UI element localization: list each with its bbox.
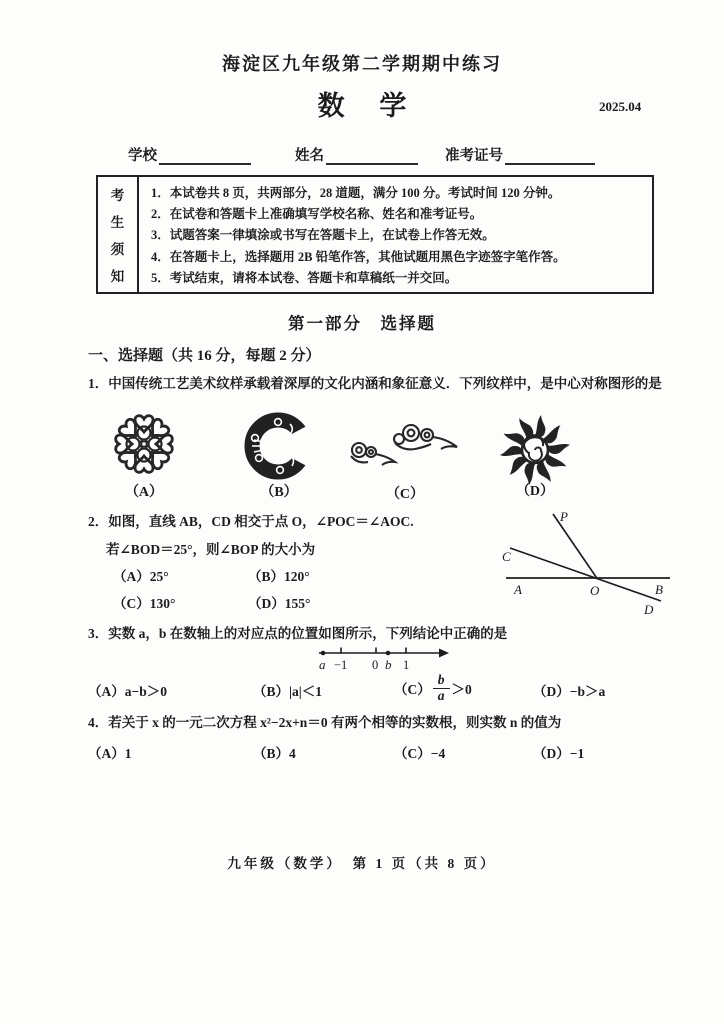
- q2-option-d: （D）155°: [248, 596, 311, 611]
- admission-no-field: [445, 144, 595, 165]
- notice-items: [139, 177, 652, 292]
- q2-intersecting-lines-diagram: [498, 506, 678, 623]
- q3-option-c-fraction: [433, 673, 450, 702]
- notice-side-char: 考: [110, 188, 125, 203]
- q3-option-c: [394, 671, 472, 705]
- q2-label-D: D: [644, 602, 654, 617]
- pattern-a-flower-rosette-icon: [102, 406, 186, 489]
- question-1-stem: 1．中国传统工艺美术纹样承载着深厚的文化内涵和象征意义．下列纹样中，是中心对称图形的是: [88, 376, 662, 391]
- page-title: 海淀区九年级第二学期期中练习: [222, 54, 502, 74]
- pattern-c-clouds-icon: [345, 418, 463, 485]
- name-field: [295, 144, 418, 165]
- part1-heading: 第一部分 选择题: [288, 314, 436, 333]
- notice-item-5: 5．考试结束，请将本试卷、答题卡和草稿纸一并交回。: [151, 270, 458, 285]
- numberline-label-b: b: [385, 657, 392, 672]
- notice-item-3: 3．试题答案一律填涂或书写在答题卡上，在试卷上作答无效。: [151, 228, 495, 243]
- name-field-label: 姓名: [295, 148, 324, 164]
- q1-option-d-label: （D）: [515, 484, 555, 499]
- q2-label-A: A: [514, 582, 522, 597]
- q3-option-d: （D）−b＞a: [533, 684, 606, 699]
- subject-title: 数 学: [317, 91, 421, 121]
- fraction-denominator: a: [437, 687, 445, 703]
- q2-label-C: C: [502, 549, 511, 564]
- pattern-b-c-dragon-icon: [228, 410, 332, 487]
- q3-option-a: （A）a−b＞0: [88, 684, 167, 699]
- notice-side-label: [98, 177, 139, 292]
- exam-date: 2025.04: [599, 99, 642, 114]
- school-field: [128, 144, 251, 165]
- q3-option-c-label: （C）: [394, 682, 431, 697]
- section1-heading: 一、选择题（共 16 分，每题 2 分）: [88, 348, 321, 364]
- candidate-notice-box: [96, 175, 654, 294]
- name-field-blank: [326, 146, 418, 165]
- notice-side-char: 知: [110, 269, 125, 284]
- q3-option-c-rest: ＞0: [451, 682, 472, 697]
- numberline-label-1: 1: [403, 658, 410, 672]
- q1-option-a-label: （A）: [124, 485, 164, 500]
- q4-option-c: （C）−4: [394, 746, 446, 761]
- admission-no-field-blank: [505, 146, 595, 165]
- q2-option-c: （C）130°: [113, 596, 176, 611]
- question-2-stem-line1: 2．如图，直线 AB，CD 相交于点 O，∠POC＝∠AOC.: [88, 514, 414, 529]
- q3-option-b: （B）|a|＜1: [253, 684, 322, 699]
- numberline-label-neg1: −1: [334, 658, 348, 672]
- notice-item-1: 1．本试卷共 8 页，共两部分，28 道题，满分 100 分。考试时间 120 分钟。: [151, 186, 561, 201]
- q4-option-a: （A）1: [88, 746, 132, 761]
- fraction-numerator: b: [433, 673, 450, 688]
- question-4-stem: 4．若关于 x 的一元二次方程 x²−2x+n＝0 有两个相等的实数根，则实数 n 的值为: [88, 715, 562, 730]
- school-field-label: 学校: [128, 148, 157, 164]
- q4-option-b: （B）4: [253, 746, 296, 761]
- notice-item-2: 2．在试卷和答题卡上准确填写学校名称、姓名和准考证号。: [151, 207, 483, 222]
- page-footer: 九年级（数学） 第 1 页（共 8 页）: [227, 856, 497, 871]
- question-3-stem: 3．实数 a，b 在数轴上的对应点的位置如图所示，下列结论中正确的是: [88, 626, 508, 641]
- q2-option-b: （B）120°: [248, 569, 310, 584]
- q1-option-c-label: （C）: [385, 487, 425, 502]
- question-2-stem-line2: 若∠BOD＝25°，则∠BOP 的大小为: [106, 542, 316, 557]
- q2-label-O: O: [590, 583, 600, 598]
- q1-option-b-label: （B）: [260, 485, 298, 500]
- admission-no-field-label: 准考证号: [445, 148, 503, 164]
- q2-option-a: （A）25°: [113, 569, 169, 584]
- numberline-label-a: a: [319, 657, 326, 672]
- notice-side-char: 生: [110, 215, 125, 230]
- q4-option-d: （D）−1: [533, 746, 585, 761]
- school-field-blank: [159, 146, 251, 165]
- q2-label-B: B: [655, 582, 663, 597]
- numberline-label-0: 0: [372, 658, 379, 672]
- notice-item-4: 4．在答题卡上，选择题用 2B 铅笔作答，其他试题用黑色字迹签字笔作答。: [151, 249, 566, 264]
- notice-side-char: 须: [110, 242, 125, 257]
- q2-label-P: P: [560, 509, 568, 524]
